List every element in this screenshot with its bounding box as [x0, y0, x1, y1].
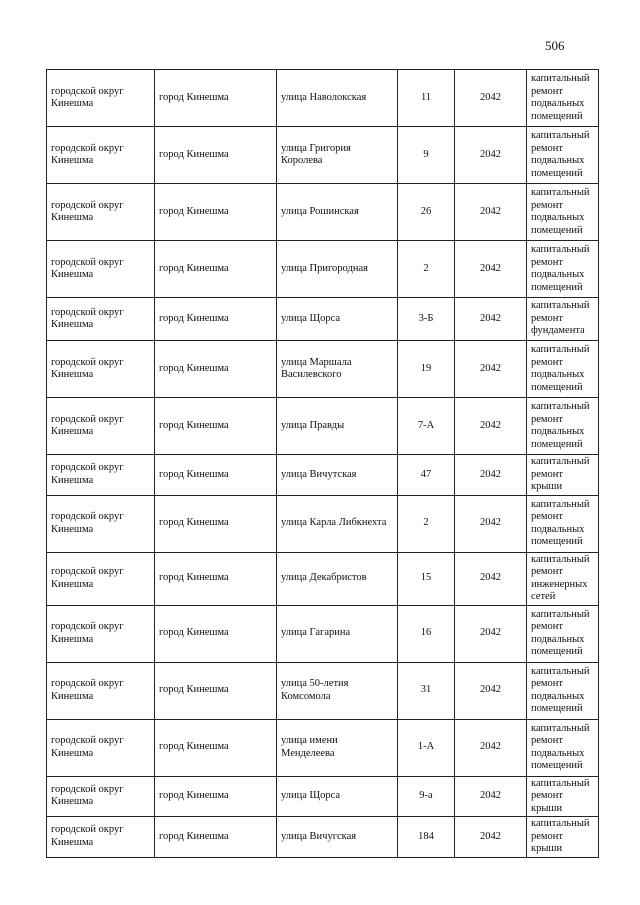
work-type-cell: капитальный ремонт подвальных помещений: [527, 495, 599, 552]
street-cell: улица имени Менделеева: [277, 719, 398, 776]
work-type-cell: капитальный ремонт подвальных помещений: [527, 184, 599, 241]
street-cell: улица Карла Либкнехта: [277, 495, 398, 552]
year-cell: 2042: [455, 719, 527, 776]
table-row: [47, 70, 599, 127]
street-cell: улица Правды: [277, 398, 398, 455]
street-cell: улица Вичугская: [277, 817, 398, 858]
work-type-cell: капитальный ремонт подвальных помещений: [527, 341, 599, 398]
street-cell: улица Вичутская: [277, 455, 398, 496]
table-row: [47, 298, 599, 341]
page-number: 506: [545, 38, 565, 53]
city-cell: город Кинешма: [155, 341, 277, 398]
district-cell: городской округ Кинешма: [47, 298, 155, 341]
year-cell: 2042: [455, 605, 527, 662]
city-cell: город Кинешма: [155, 817, 277, 858]
year-cell: 2042: [455, 184, 527, 241]
work-type-cell: капитальный ремонт подвальных помещений: [527, 127, 599, 184]
work-type-cell: капитальный ремонт подвальных помещений: [527, 398, 599, 455]
district-cell: городской округ Кинешма: [47, 605, 155, 662]
table-row: [47, 605, 599, 662]
house-cell: 16: [398, 605, 455, 662]
table-row: [47, 241, 599, 298]
table-row: [47, 719, 599, 776]
table-row: [47, 455, 599, 496]
city-cell: город Кинешма: [155, 605, 277, 662]
city-cell: город Кинешма: [155, 127, 277, 184]
district-cell: городской округ Кинешма: [47, 552, 155, 605]
work-type-cell: капитальный ремонт фундамента: [527, 298, 599, 341]
district-cell: городской округ Кинешма: [47, 662, 155, 719]
street-cell: улица Гагарина: [277, 605, 398, 662]
house-cell: 19: [398, 341, 455, 398]
city-cell: город Кинешма: [155, 398, 277, 455]
city-cell: город Кинешма: [155, 776, 277, 817]
table-row: [47, 127, 599, 184]
house-cell: 1-А: [398, 719, 455, 776]
year-cell: 2042: [455, 495, 527, 552]
year-cell: 2042: [455, 127, 527, 184]
house-cell: 9: [398, 127, 455, 184]
work-type-cell: капитальный ремонт подвальных помещений: [527, 719, 599, 776]
city-cell: город Кинешма: [155, 495, 277, 552]
district-cell: городской округ Кинешма: [47, 817, 155, 858]
year-cell: 2042: [455, 241, 527, 298]
street-cell: улица Щорса: [277, 298, 398, 341]
city-cell: город Кинешма: [155, 241, 277, 298]
table-row: [47, 184, 599, 241]
district-cell: городской округ Кинешма: [47, 455, 155, 496]
street-cell: улица Пригородная: [277, 241, 398, 298]
year-cell: 2042: [455, 817, 527, 858]
year-cell: 2042: [455, 398, 527, 455]
year-cell: 2042: [455, 341, 527, 398]
street-cell: улица Декабристов: [277, 552, 398, 605]
district-cell: городской округ Кинешма: [47, 776, 155, 817]
street-cell: улица Рошинская: [277, 184, 398, 241]
year-cell: 2042: [455, 662, 527, 719]
street-cell: улица Щорса: [277, 776, 398, 817]
district-cell: городской округ Кинешма: [47, 719, 155, 776]
city-cell: город Кинешма: [155, 455, 277, 496]
table-row: [47, 341, 599, 398]
street-cell: улица 50-летия Комсомола: [277, 662, 398, 719]
street-cell: улица Наволокская: [277, 70, 398, 127]
year-cell: 2042: [455, 776, 527, 817]
year-cell: 2042: [455, 298, 527, 341]
work-type-cell: капитальный ремонт подвальных помещений: [527, 241, 599, 298]
table-row: [47, 776, 599, 817]
house-cell: 11: [398, 70, 455, 127]
capital-repair-table: [46, 69, 599, 858]
work-type-cell: капитальный ремонт крыши: [527, 776, 599, 817]
house-cell: 2: [398, 495, 455, 552]
city-cell: город Кинешма: [155, 184, 277, 241]
work-type-cell: капитальный ремонт крыши: [527, 455, 599, 496]
table-row: [47, 398, 599, 455]
district-cell: городской округ Кинешма: [47, 127, 155, 184]
street-cell: улица Григория Королева: [277, 127, 398, 184]
house-cell: 3-Б: [398, 298, 455, 341]
city-cell: город Кинешма: [155, 552, 277, 605]
work-type-cell: капитальный ремонт подвальных помещений: [527, 605, 599, 662]
street-cell: улица Маршала Василевского: [277, 341, 398, 398]
house-cell: 9-а: [398, 776, 455, 817]
work-type-cell: капитальный ремонт инженерных сетей: [527, 552, 599, 605]
table-row: [47, 495, 599, 552]
house-cell: 184: [398, 817, 455, 858]
district-cell: городской округ Кинешма: [47, 241, 155, 298]
city-cell: город Кинешма: [155, 298, 277, 341]
house-cell: 47: [398, 455, 455, 496]
city-cell: город Кинешма: [155, 662, 277, 719]
house-cell: 31: [398, 662, 455, 719]
district-cell: городской округ Кинешма: [47, 184, 155, 241]
year-cell: 2042: [455, 552, 527, 605]
district-cell: городской округ Кинешма: [47, 70, 155, 127]
table-row: [47, 817, 599, 858]
year-cell: 2042: [455, 455, 527, 496]
district-cell: городской округ Кинешма: [47, 341, 155, 398]
table-row: [47, 662, 599, 719]
year-cell: 2042: [455, 70, 527, 127]
work-type-cell: капитальный ремонт подвальных помещений: [527, 662, 599, 719]
district-cell: городской округ Кинешма: [47, 398, 155, 455]
table-row: [47, 552, 599, 605]
work-type-cell: капитальный ремонт крыши: [527, 817, 599, 858]
city-cell: город Кинешма: [155, 719, 277, 776]
house-cell: 7-А: [398, 398, 455, 455]
district-cell: городской округ Кинешма: [47, 495, 155, 552]
work-type-cell: капитальный ремонт подвальных помещений: [527, 70, 599, 127]
house-cell: 2: [398, 241, 455, 298]
house-cell: 26: [398, 184, 455, 241]
city-cell: город Кинешма: [155, 70, 277, 127]
house-cell: 15: [398, 552, 455, 605]
